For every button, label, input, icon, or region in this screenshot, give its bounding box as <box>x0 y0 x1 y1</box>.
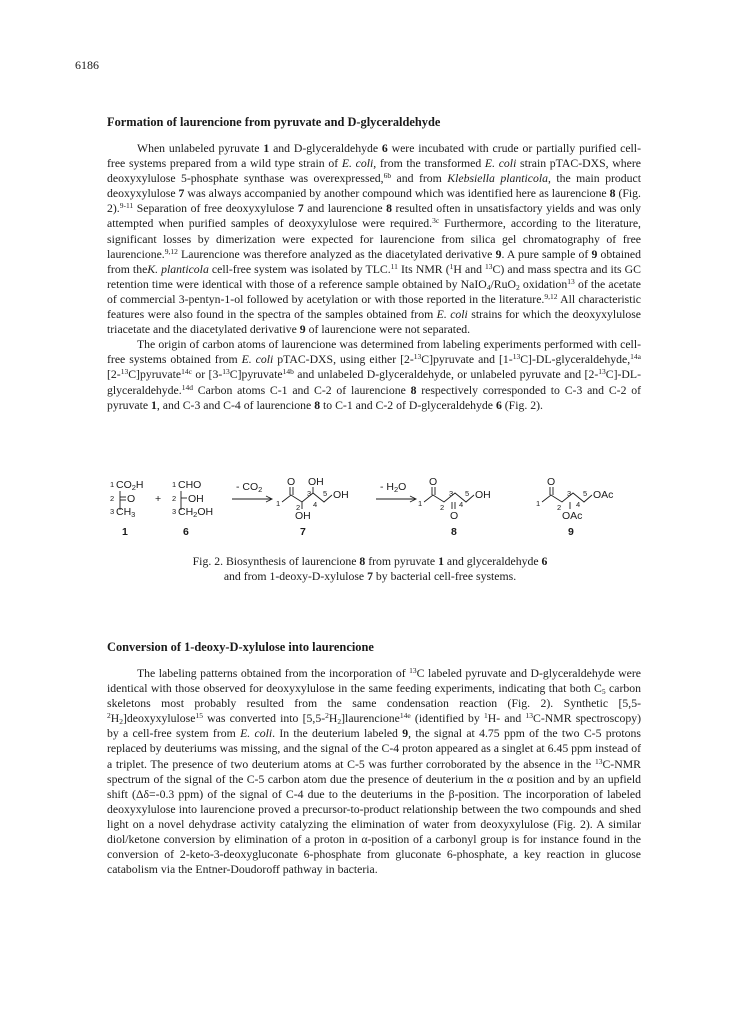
paragraph: The origin of carbon atoms of laurencione was determined from labeling experiments performed with cell-free systems obtained from E. coli pTAC-DXS, using either [2-$^{13}$C]pyruvate and [1-$^{13}$C]-DL-glyceraldehyde,$^{14a}$ [2-$^{13}$C]pyruvate$^{14c}$ or [3-$^{13}$C]pyruvate$^{14b}$ and unlabeled D-glyceraldehyde, or unlabeled pyruvate and [2-$^{13}$C]-DL-glyceraldehyde.$^{14d}$ Carbon atoms C-1 and C-2 of laurencione 8 respectively corresponded to C-3 and C-2 of pyruvate 1, and C-3 and C-4 of laurencione 8 to C-1 and C-2 of D-glyceraldehyde 6 (Fig. 2). <box>107 338 642 412</box>
section-conversion-body <box>107 666 641 877</box>
svg-text:2: 2 <box>172 494 177 503</box>
arrow-dehydration <box>376 481 416 502</box>
compound-laurencione-diacetate <box>536 476 613 538</box>
svg-text:3: 3 <box>567 489 572 498</box>
compound-glyceraldehyde <box>172 479 213 538</box>
svg-text:O: O <box>547 476 556 488</box>
reaction-scheme <box>110 476 630 540</box>
plus-sign: + <box>155 493 162 505</box>
svg-text:CH2OH: CH2OH <box>178 506 214 519</box>
figure-caption: Fig. 2. Biosynthesis of laurencione 8 from pyruvate 1 and glyceraldehyde 6 and from 1-deoxy-D-xylulose 7 by bacterial cell-free systems. <box>192 555 548 583</box>
svg-text:1: 1 <box>172 480 177 489</box>
compound-deoxyxylulose <box>276 476 349 538</box>
svg-text:O: O <box>450 510 459 522</box>
svg-text:2: 2 <box>296 503 301 512</box>
svg-text:OH: OH <box>333 489 349 501</box>
svg-text:5: 5 <box>323 489 328 498</box>
paragraph: The labeling patterns obtained from the incorporation of $^{13}$C labeled pyruvate and D-glyceraldehyde were identical with those observed for deoxyxylulose in the same feeding experiments, indicating that both $C_5$ carbon skeletons most probably resulted from the same condensation reaction (Fig. 2). Synthetic $[5,5-^2H_2]deoxyxylulose^{15}$ was converted into $[5,5-^2H_2]laurencione^{14e}$ (identified by $^1$H- and $^{13}$C-NMR spectroscopy) by a cell-free system from E. coli. In the deuterium labeled 9, the signal at 4.75 ppm of the two C-5 protons replaced by deuteriums was missing, and the signal of the C-4 proton appeared as a singlet at 6.45 ppm instead of a triplet. The presence of two deuterium atoms at C-5 was further corroborated by the absence in the $^{13}$C-NMR spectrum of the signal of the C-5 carbon atom due the presence of deuterium in the α position and by an upfield shift (Δδ=-0.3 ppm) of the signal of C-4 due to the deuteriums in the β-position. The incorporation of labeled deoxyxylulose into laurencione proved a precursor-to-product relationship between the two compounds and shed light on a novel dehydrase activity catalyzing the elimination of water from deoxyxylulose (Fig. 2). A similar diol/ketone conversion by elimination of a proton in α-position of a carbonyl group is for instance found in the conversion of 2-keto-3-deoxygluconate 6-phosphate from gluconate 6-phosphate, a key reaction in glucose catabolism via the Entner-Doudoroff pathway in bacteria. <box>107 666 641 877</box>
paragraph: When unlabeled pyruvate 1 and D-glyceraldehyde 6 were incubated with crude or partially purified cell-free systems prepared from a wild type strain of E. coli, from the transformed E. coli strain pTAC-DXS, where deoxyxylulose 5-phosphate synthase was overexpressed,$^{6b}$ and from Klebsiella planticola, the main product deoxyxylulose 7 was always accompanied by another compound which was identified here as laurencione 8 (Fig. 2).$^{9-11}$ Separation of free deoxyxylulose 7 and laurencione 8 resulted often in unsatisfactory yields and was only attempted when purified samples of deoxyxylulose were required.$^{3c}$ Furthermore, according to the literature, significant losses by dimerization were expected for laurencione from silica gel chromatography of free laurencione.$^{9,12}$ Laurencione was therefore analyzed as the diacetylated derivative 9. A pure sample of 9 obtained from theK. planticola cell-free system was isolated by TLC.$^{11}$ Its NMR ($^1$H and $^{13}$C) and mass spectra and its GC retention time were identical with those of a reference sample obtained by NaIO$_4$/RuO$_2$ oxidation$^{13}$ of the acetate of commercial 3-pentyn-1-ol followed by acetylation or with those reported in the literature.$^{9,12}$ All characteristic features were also found in the spectra of the samples obtained from E. coli strains for which the deoxyxylulose triacetate and the diacetylated derivative 9 of laurencione were not separated. <box>107 142 642 337</box>
svg-text:- CO2: - CO2 <box>236 481 263 494</box>
svg-text:OAc: OAc <box>593 489 614 501</box>
svg-text:5: 5 <box>583 489 588 498</box>
svg-text:O: O <box>429 476 438 488</box>
svg-text:1: 1 <box>276 499 281 508</box>
section-heading-conversion: Conversion of 1-deoxy-D-xylulose into laurencione <box>107 640 374 654</box>
section-formation-body <box>107 141 641 413</box>
svg-text:3: 3 <box>449 489 454 498</box>
svg-text:- H2O: - H2O <box>380 481 407 494</box>
svg-text:5: 5 <box>465 489 470 498</box>
svg-text:1: 1 <box>110 480 115 489</box>
svg-text:2: 2 <box>557 503 562 512</box>
svg-text:3: 3 <box>172 507 177 516</box>
svg-text:OH: OH <box>295 510 311 522</box>
compound-number-8: 8 <box>451 526 457 538</box>
svg-text:O: O <box>127 493 136 505</box>
svg-text:4: 4 <box>313 500 318 509</box>
svg-text:4: 4 <box>459 500 464 509</box>
svg-text:3: 3 <box>307 489 312 498</box>
svg-text:O: O <box>287 476 296 488</box>
svg-text:2: 2 <box>110 494 115 503</box>
figure-2-scheme <box>110 476 630 540</box>
svg-text:OH: OH <box>188 493 204 505</box>
svg-text:CHO: CHO <box>178 479 202 491</box>
svg-text:1: 1 <box>418 499 423 508</box>
page-number: 6186 <box>75 58 99 72</box>
arrow-decarboxylation <box>232 481 272 502</box>
svg-text:CO2H: CO2H <box>116 479 144 492</box>
compound-pyruvate <box>110 479 144 538</box>
svg-text:OH: OH <box>308 476 324 488</box>
compound-number-1: 1 <box>122 526 128 538</box>
svg-text:4: 4 <box>576 500 581 509</box>
svg-text:3: 3 <box>110 507 115 516</box>
svg-text:CH3: CH3 <box>116 506 136 519</box>
svg-text:1: 1 <box>536 499 541 508</box>
svg-text:OAc: OAc <box>562 510 583 522</box>
svg-text:OH: OH <box>475 489 491 501</box>
compound-number-9: 9 <box>568 526 574 538</box>
section-heading-formation: Formation of laurencione from pyruvate and D-glyceraldehyde <box>107 115 441 129</box>
svg-text:2: 2 <box>440 503 445 512</box>
compound-number-6: 6 <box>183 526 189 538</box>
compound-number-7: 7 <box>300 526 306 538</box>
compound-laurencione <box>418 476 491 538</box>
